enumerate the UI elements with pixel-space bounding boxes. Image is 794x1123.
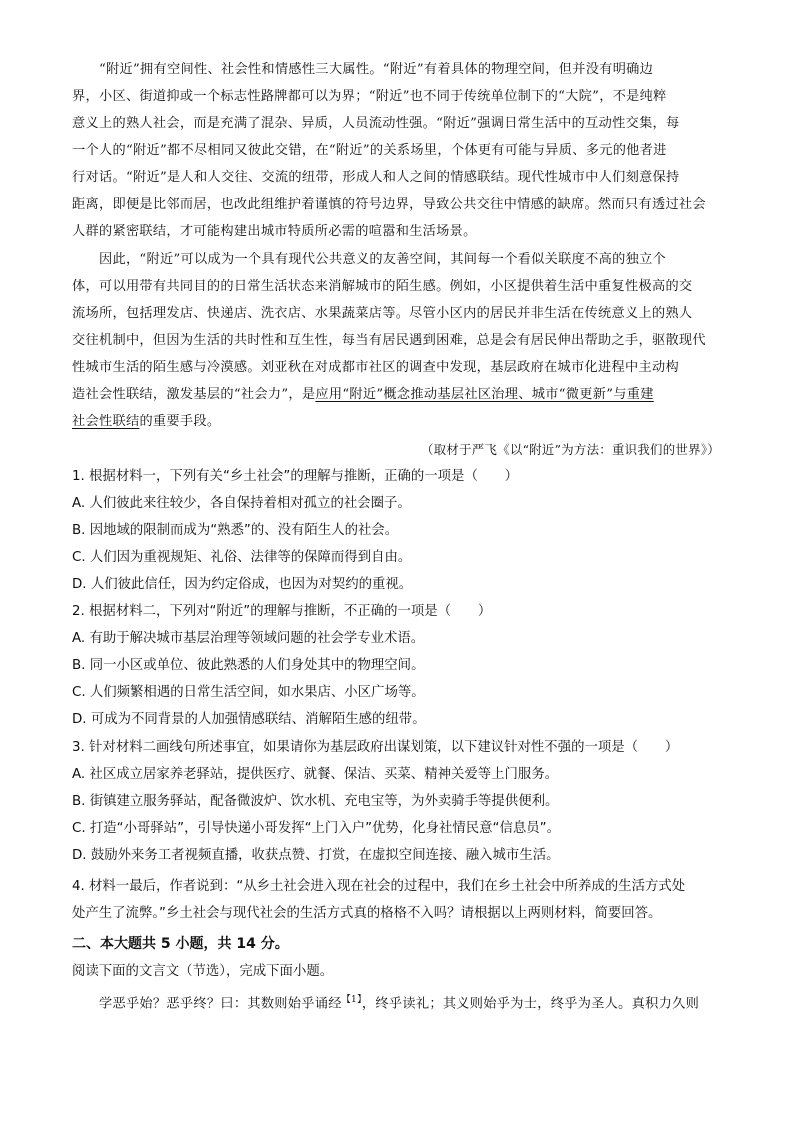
- passage-p1-line-2: 界，小区、街道抑或一个标志性路牌都可以为界；“附近”也不同于传统单位制下的“大院”，不是纯粹: [72, 89, 667, 104]
- passage-p2-line-4: 交往机制中，但因为生活的共时性和互生性，每当有居民遇到困难，总是会有居民伸出帮助之手，驱散现代: [72, 333, 706, 348]
- question-3-option-d: D. 鼓励外来务工者视频直播，收获点赞、打赏，在虚拟空间连接、融入城市生活。: [72, 848, 560, 863]
- passage-p1-line-7: 人群的紧密联结，才可能构建出城市特质所必需的喧嚣和生活场景。: [72, 224, 477, 239]
- question-4-line-2: 处产生了流弊。”乡土社会与现代社会的生活方式真的格格不入吗？请根据以上两则材料，简要回答。: [72, 906, 662, 921]
- question-1-stem: 1. 根据材料一，下列有关“乡土社会”的理解与推断，正确的一项是（ ）: [72, 469, 519, 484]
- passage-p2-line-3: 流场所，包括理发店、快递店、洗衣店、水果蔬菜店等。尽管小区内的居民并非生活在传统意义上的熟人: [72, 306, 693, 321]
- passage-p1-line-6: 距离，即便是比邻而居，也改此组维护着谨慎的符号边界，导致公共交往中情感的缺席。然而只有透过社会: [72, 197, 706, 212]
- question-4-line-1: 4. 材料一最后，作者说到：“从乡土社会进入现在社会的过程中，我们在乡土社会中所养成的生活方式处: [72, 879, 686, 894]
- passage-p2-line-1: 因此，“附近”可以成为一个具有现代公共意义的友善空间，其间每一个看似关联度不高的独立个: [72, 252, 667, 267]
- passage-p2-line-5: 性城市生活的陌生感与冷漠感。刘亚秋在对成都市社区的调查中发现，基层政府在城市化进程中主动构: [72, 360, 679, 375]
- passage-p1-line-3: 意义上的熟人社会，而是充满了混杂、异质，人员流动性强。“附近”强调日常生活中的互动性交集，每: [72, 116, 680, 131]
- passage-p2-line-2: 体，可以用带有共同目的的日常生活状态来消解城市的陌生感。例如，小区提供着生活中重复性极高的交: [72, 279, 693, 294]
- passage-p1-line-1: “附近”拥有空间性、社会性和情感性三大属性。“附近”有着具体的物理空间，但并没有明确边: [72, 62, 654, 77]
- passage-p2-line-6: [72, 385, 654, 405]
- question-1-option-c: C. 人们因为重视规矩、礼俗、法律等的保障而得到自由。: [72, 550, 412, 565]
- underlined-sentence-part-1: 应用“附近”概念推动基层社区治理、城市“微更新”与重建: [315, 387, 654, 402]
- section-2-heading: 二、本大题共 5 小题，共 14 分。: [72, 936, 289, 952]
- question-2-option-d: D. 可成为不同背景的人加强情感联结、消解陌生感的纽带。: [72, 712, 426, 727]
- question-3-option-c: C. 打造“小哥驿站”，引导快递小哥发挥“上门入户”优势，化身社情民意“信息员”。: [72, 821, 560, 836]
- question-1-option-d: D. 人们彼此信任，因为约定俗成，也因为对契约的重视。: [72, 577, 413, 592]
- classical-text-part-2: ，终乎读礼；其义则始乎为士，终乎为圣人。真积力久则: [361, 996, 700, 1012]
- question-3-option-b: B. 街镇建立服务驿站，配备微波炉、饮水机、充电宝等，为外卖骑手等提供便利。: [72, 794, 559, 809]
- question-3-option-a: A. 社区成立居家养老驿站，提供医疗、就餐、保洁、买菜、精神关爱等上门服务。: [72, 767, 559, 782]
- question-1-option-b: B. 因地域的限制而成为“熟悉”的、没有陌生人的社会。: [72, 523, 399, 538]
- passage-p2-tail: 的重要手段。: [139, 414, 221, 429]
- section-2-instruction: 阅读下面的文言文（节选），完成下面小题。: [72, 964, 334, 979]
- question-1-option-a: A. 人们彼此来往较少，各自保持着相对孤立的社会圈子。: [72, 496, 411, 511]
- question-2-option-a: A. 有助于解决城市基层治理等领域问题的社会学专业术语。: [72, 631, 425, 646]
- passage-p2-line-6-text: 造社会性联结，激发基层的“社会力”，是: [72, 387, 316, 402]
- classical-text-part-1: 学恶乎始？恶乎终？曰：其数则始乎诵经: [72, 996, 342, 1012]
- classical-text-line-1: [72, 990, 699, 1014]
- passage-source: （取材于严飞《以“附近”为方法：重识我们的世界》）: [421, 442, 720, 457]
- question-2-option-c: C. 人们频繁相遇的日常生活空间，如水果店、小区广场等。: [72, 685, 425, 700]
- question-2-stem: 2. 根据材料二，下列对“附近”的理解与推断，不正确的一项是（ ）: [72, 604, 492, 619]
- passage-p1-line-5: 行对话。“附近”是人和人交往、交流的纽带，形成人和人之间的情感联结。现代性城市中人们刻意保持: [72, 170, 680, 185]
- passage-p1-line-4: 一个人的“附近”都不尽相同又彼此交错，在“附近”的关系场里，个体更有可能与异质、多元的他者进: [72, 143, 667, 158]
- passage-p2-line-7: [72, 412, 220, 432]
- question-2-option-b: B. 同一小区或单位、彼此熟悉的人们身处其中的物理空间。: [72, 658, 425, 673]
- footnote-marker: 【1】: [341, 995, 362, 1005]
- question-3-stem: 3. 针对材料二画线句所述事宜，如果请你为基层政府出谋划策，以下建议针对性不强的一项是（ ）: [72, 740, 679, 755]
- underlined-sentence-part-2: 社会性联结: [72, 414, 140, 429]
